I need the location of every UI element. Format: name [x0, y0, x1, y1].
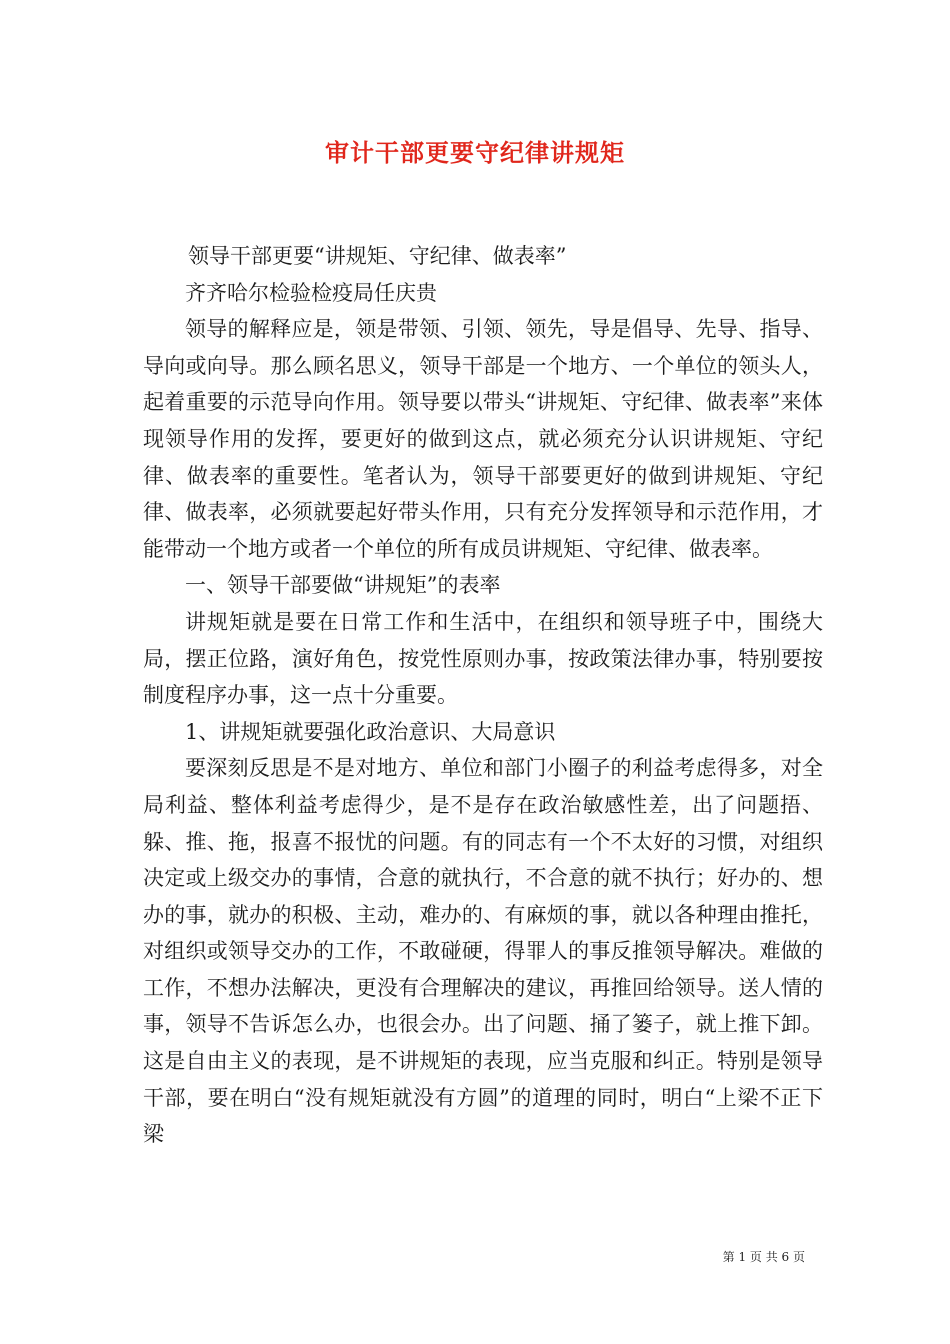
paragraph: 要深刻反思是不是对地方、单位和部门小圈子的利益考虑得多，对全局利益、整体利益考虑得少，是不是存在政治敏感性差，出了问题捂、躲、推、拖，报喜不报忧的问题。有的同志有一个不太好的习惯，对组织决定或上级交办的事情，合意的就执行，不合意的就不执行；好办的、想办的事，就办的积极、主动，难办的、有麻烦的事，就以各种理由推托，对组织或领导交办的工作，不敢碰硬，得罪人的事反推领导解决。难做的工作，不想办法解决，更没有合理解决的建议，再推回给领导。送人情的事，领导不告诉怎么办，也很会办。出了问题、捅了篓子，就上推下卸。这是自由主义的表现，是不讲规矩的表现，应当克服和纠正。特别是领导干部，要在明白“没有规矩就没有方圆”的道理的同时，明白“上梁不正下梁: [143, 756, 823, 1147]
page-number: 第 1 页 共 6 页: [722, 1250, 805, 1264]
document-body: [143, 238, 823, 1153]
paragraph: 领导的解释应是，领是带领、引领、领先，导是倡导、先导、指导、导向或向导。那么顾名思义，领导干部是一个地方、一个单位的领头人，起着重要的示范导向作用。领导要以带头“讲规矩、守纪律、做表率”来体现领导作用的发挥，要更好的做到这点，就必须充分认识讲规矩、守纪律、做表率的重要性。笔者认为，领导干部要更好的做到讲规矩、守纪律、做表率，必须就要起好带头作用，只有充分发挥领导和示范作用，才能带动一个地方或者一个单位的所有成员讲规矩、守纪律、做表率。: [143, 317, 823, 561]
subsection-heading: 1、讲规矩就要强化政治意识、大局意识: [185, 719, 556, 744]
paragraph-author: 齐齐哈尔检验检疫局任庆贵: [185, 280, 437, 305]
document-title: 审计干部更要守纪律讲规矩: [325, 138, 625, 167]
section-heading: 一、领导干部要做“讲规矩”的表率: [185, 573, 501, 598]
paragraph-subtitle: 领导干部更要“讲规矩、守纪律、做表率”: [188, 244, 567, 268]
paragraph: 讲规矩就是要在日常工作和生活中，在组织和领导班子中，围绕大局，摆正位路，演好角色，按党性原则办事，按政策法律办事，特别要按制度程序办事，这一点十分重要。: [143, 609, 823, 708]
